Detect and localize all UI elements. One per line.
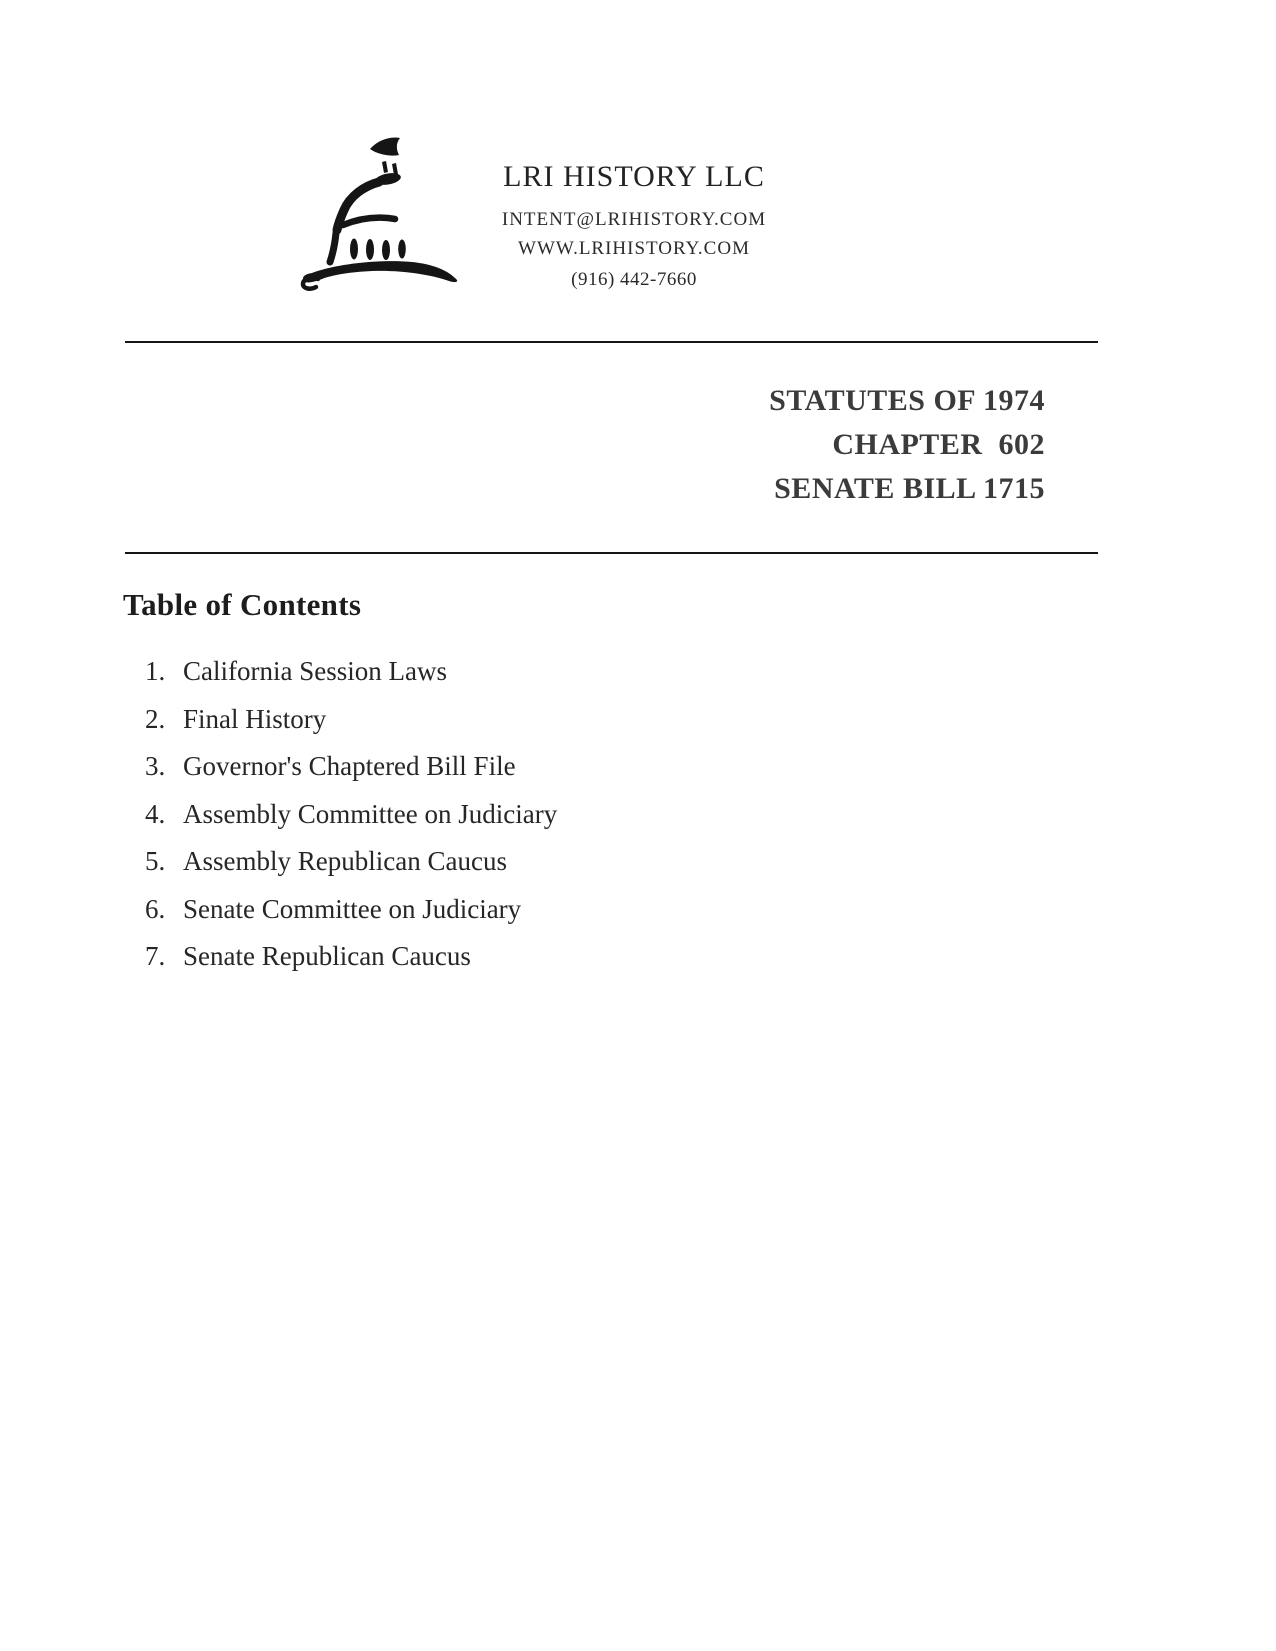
- toc-heading: Table of Contents: [123, 587, 362, 622]
- contact-phone: (916) 442-7660: [571, 269, 697, 290]
- capitol-dome-logo-icon: [298, 133, 463, 298]
- contact-website: WWW.LRIHISTORY.COM: [518, 238, 750, 259]
- toc-item-number: 6.: [145, 893, 166, 924]
- document-info-block: [769, 379, 1045, 511]
- toc-item-label: Senate Republican Caucus: [183, 941, 471, 971]
- letterhead: [458, 158, 810, 296]
- toc-item: [145, 847, 845, 876]
- senate-bill-line: SENATE BILL 1715: [774, 472, 1045, 505]
- toc-item-number: 4.: [145, 798, 166, 829]
- toc-list: [145, 657, 845, 990]
- toc-item: [145, 752, 845, 781]
- toc-item: [145, 800, 845, 829]
- toc-item-number: 5.: [145, 846, 166, 876]
- toc-item-number: 3.: [145, 751, 166, 781]
- horizontal-divider-bottom: [125, 552, 1098, 554]
- toc-item: [145, 705, 845, 734]
- chapter-line: CHAPTER 602: [832, 428, 1045, 461]
- toc-item: [145, 657, 845, 686]
- toc-item-label: Assembly Republican Caucus: [183, 846, 507, 876]
- toc-item-number: 2.: [145, 703, 166, 734]
- toc-item-label: Senate Committee on Judiciary: [183, 893, 522, 924]
- toc-item: [145, 895, 845, 924]
- company-name: LRI HISTORY LLC: [503, 160, 765, 193]
- toc-item-label: Governor's Chaptered Bill File: [183, 751, 516, 781]
- toc-item-number: 1.: [145, 656, 166, 686]
- toc-item-number: 7.: [145, 941, 166, 971]
- toc-item-label: California Session Laws: [183, 656, 447, 686]
- toc-item-label: Assembly Committee on Judiciary: [183, 798, 558, 829]
- toc-item: [145, 942, 845, 971]
- contact-email: INTENT@LRIHISTORY.COM: [501, 209, 767, 230]
- statutes-line: STATUTES OF 1974: [769, 384, 1045, 417]
- toc-item-label: Final History: [183, 703, 327, 734]
- horizontal-divider-top: [125, 341, 1098, 343]
